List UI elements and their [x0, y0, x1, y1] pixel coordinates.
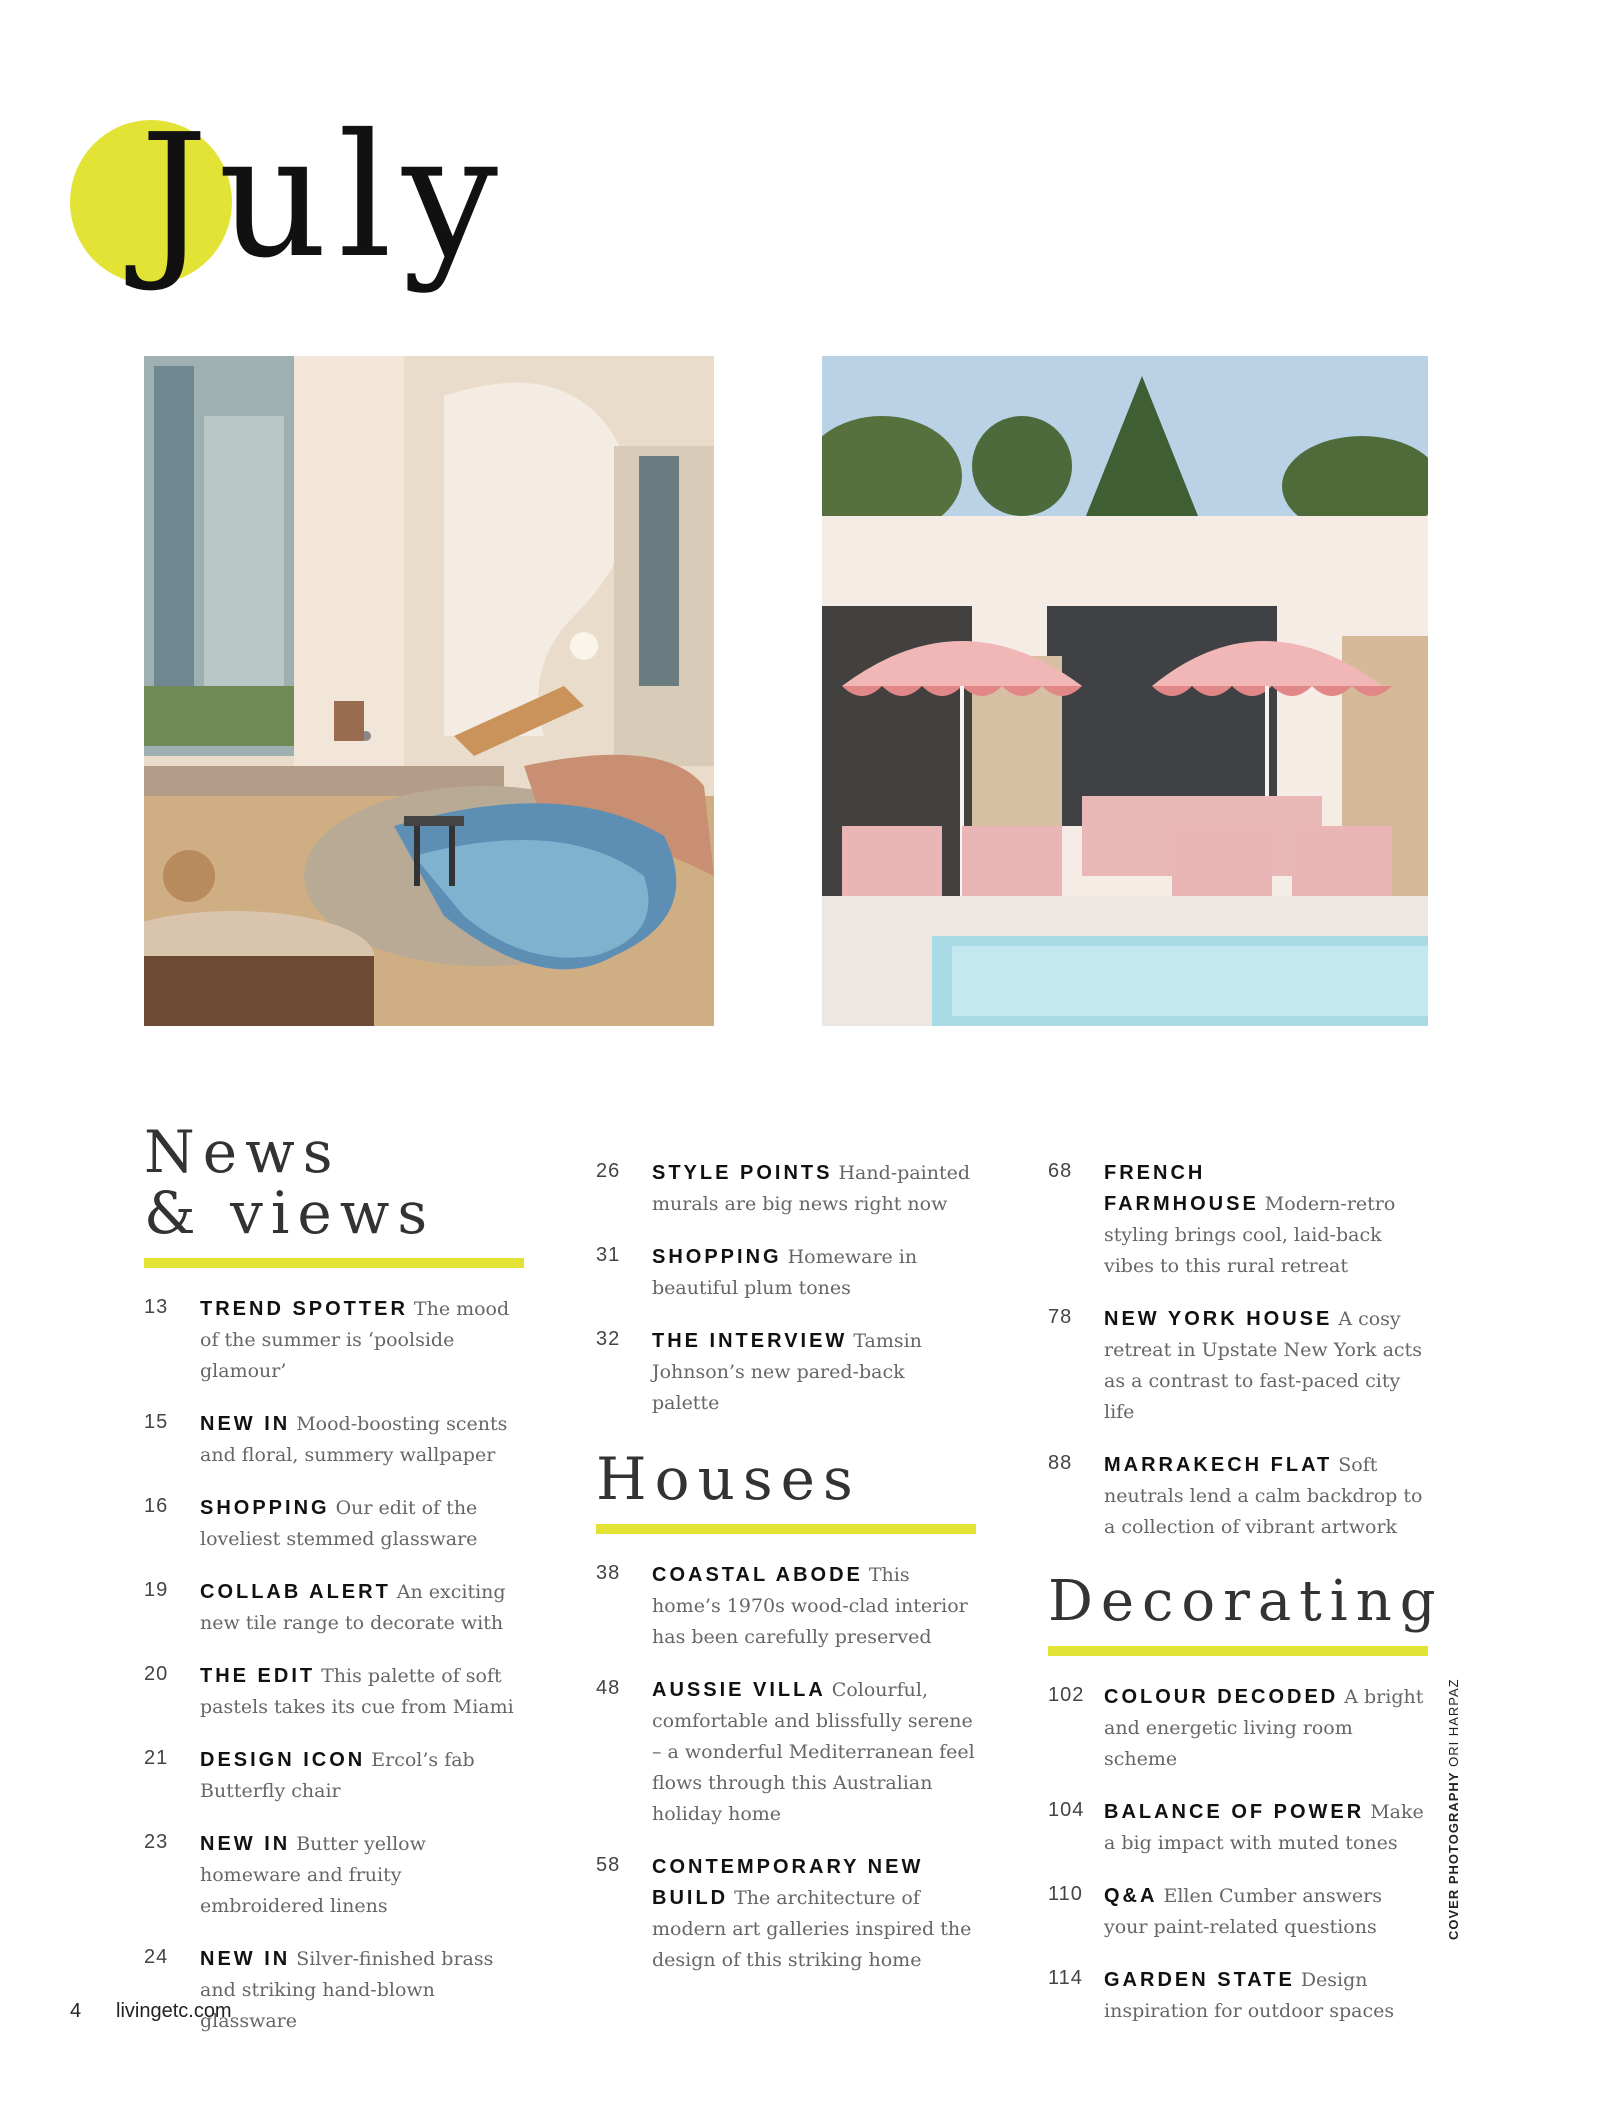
entry-description: This palette of soft pastels takes its cue from Miami	[200, 1664, 514, 1718]
interior-living-room-photo	[144, 356, 714, 1026]
entry-heading: DESIGN ICON	[200, 1748, 366, 1771]
section-rule	[144, 1258, 524, 1268]
entry-heading: COASTAL ABODE	[652, 1563, 863, 1586]
entry-description: Ellen Cumber answers your paint-related questions	[1104, 1884, 1382, 1938]
page-number: 48	[596, 1676, 621, 1699]
contents-entry[interactable]	[596, 1675, 976, 1830]
section-title-news-views	[144, 1118, 524, 1247]
entry-heading: TREND SPOTTER	[200, 1297, 408, 1320]
page-number: 19	[144, 1578, 169, 1601]
contents-entry[interactable]	[1048, 1304, 1428, 1428]
contents-entry[interactable]	[596, 1852, 976, 1976]
footer-website-link[interactable]: livingetc.com	[116, 2000, 232, 2022]
contents-entry[interactable]	[1048, 1450, 1428, 1543]
contents-entry[interactable]	[596, 1158, 976, 1220]
entry-heading: STYLE POINTS	[652, 1162, 833, 1184]
section-title-houses: Houses	[596, 1445, 861, 1513]
page-number: 114	[1048, 1966, 1083, 1989]
entry-description: This home’s 1970s wood-clad interior has been carefully preserved	[652, 1563, 968, 1648]
entry-heading: SHOPPING	[652, 1246, 782, 1268]
page-number: 26	[596, 1160, 621, 1182]
page-title: July	[140, 98, 509, 296]
contents-entry[interactable]	[1048, 1158, 1428, 1282]
entry-description: Tamsin Johnson’s new pared-back palette	[652, 1330, 922, 1414]
entry-description: Colourful, comfortable and blissfully serene – a wonderful Mediterranean feel flows through this Australian holiday home	[652, 1678, 975, 1825]
page-number: 78	[1048, 1306, 1073, 1328]
entry-heading: AUSSIE VILLA	[652, 1678, 826, 1701]
entry-heading: SHOPPING	[200, 1496, 330, 1519]
section-title-decorating: Decorating	[1048, 1569, 1444, 1634]
page-number: 104	[1048, 1798, 1085, 1821]
entry-heading: NEW IN	[200, 1412, 291, 1435]
page-number: 23	[144, 1830, 169, 1853]
entry-description: A cosy retreat in Upstate New York acts as a contrast to fast-paced city life	[1104, 1308, 1422, 1423]
contents-entry[interactable]	[596, 1326, 976, 1419]
section-rule	[596, 1524, 976, 1534]
credit-name: ORI HARPAZ	[1446, 1678, 1461, 1767]
entry-description: Ercol’s fab Butterfly chair	[200, 1748, 475, 1802]
column-houses	[596, 1158, 976, 1998]
contents-entry[interactable]	[144, 1577, 524, 1639]
contents-entry[interactable]	[144, 1745, 524, 1807]
entry-description: Design inspiration for outdoor spaces	[1104, 1968, 1395, 2022]
contents-entry[interactable]	[144, 1493, 524, 1555]
entry-heading: NEW IN	[200, 1947, 291, 1970]
contents-entry[interactable]	[596, 1560, 976, 1653]
contents-entry[interactable]	[1048, 1682, 1428, 1775]
page-number: 24	[144, 1945, 169, 1968]
column-decorating	[1048, 1158, 1444, 2049]
entry-heading: Q&A	[1104, 1884, 1158, 1907]
entry-description: Hand-painted murals are big news right now	[652, 1162, 971, 1215]
entry-description: Modern-retro styling brings cool, laid-back vibes to this rural retreat	[1104, 1193, 1396, 1277]
entry-heading: COLOUR DECODED	[1104, 1685, 1339, 1708]
page-number: 31	[596, 1244, 621, 1266]
page-number: 38	[596, 1561, 621, 1584]
section-rule	[1048, 1646, 1428, 1656]
contents-entry[interactable]	[1048, 1965, 1428, 2027]
page-number: 20	[144, 1662, 169, 1685]
entry-description: An exciting new tile range to decorate with	[200, 1580, 506, 1634]
entry-heading: BALANCE OF POWER	[1104, 1800, 1365, 1823]
contents-entry[interactable]	[144, 1409, 524, 1471]
page-number: 68	[1048, 1160, 1073, 1182]
entry-description: Our edit of the loveliest stemmed glassware	[200, 1496, 478, 1550]
contents-entry[interactable]	[144, 1294, 524, 1387]
entry-description: A bright and energetic living room scheme	[1104, 1685, 1424, 1770]
page-number: 110	[1048, 1882, 1083, 1905]
page-number: 13	[144, 1295, 169, 1318]
entry-heading: COLLAB ALERT	[200, 1580, 391, 1603]
entry-description: Homeware in beautiful plum tones	[652, 1246, 918, 1299]
pink-umbrella-poolside-photo	[822, 356, 1428, 1026]
entry-description: Butter yellow homeware and fruity embroidered linens	[200, 1832, 426, 1917]
page-number: 102	[1048, 1683, 1085, 1706]
section-title-line2: & views	[144, 1178, 436, 1247]
entry-description: Soft neutrals lend a calm backdrop to a collection of vibrant artwork	[1104, 1454, 1423, 1538]
entry-description: Silver-finished brass and striking hand-blown glassware	[200, 1947, 494, 2032]
photo-credit	[1446, 1678, 1461, 1940]
page-number: 15	[144, 1410, 169, 1433]
entry-heading: THE EDIT	[200, 1664, 316, 1687]
entry-heading: FRENCH FARMHOUSE	[1104, 1162, 1259, 1215]
section-title-line1: News	[144, 1118, 341, 1186]
entry-description: Make a big impact with muted tones	[1104, 1800, 1424, 1854]
page-number: 32	[596, 1328, 621, 1350]
entry-heading: THE INTERVIEW	[652, 1330, 848, 1352]
page-number: 88	[1048, 1452, 1073, 1474]
credit-label: COVER PHOTOGRAPHY	[1446, 1771, 1461, 1940]
entry-heading: GARDEN STATE	[1104, 1968, 1295, 1991]
page-number: 21	[144, 1746, 169, 1769]
entry-heading: NEW IN	[200, 1832, 291, 1855]
entry-description: The architecture of modern art galleries inspired the design of this striking home	[652, 1886, 972, 1971]
contents-entry[interactable]	[144, 1829, 524, 1922]
page-number: 16	[144, 1494, 169, 1517]
contents-entry[interactable]	[1048, 1881, 1428, 1943]
contents-entry[interactable]	[596, 1242, 976, 1304]
entry-heading: MARRAKECH FLAT	[1104, 1454, 1333, 1476]
contents-entry[interactable]	[144, 1661, 524, 1723]
entry-heading: NEW YORK HOUSE	[1104, 1308, 1333, 1330]
contents-entry[interactable]	[1048, 1797, 1428, 1859]
folio-page-number: 4	[70, 2000, 82, 2022]
page-number: 58	[596, 1853, 621, 1876]
column-news-views	[144, 1118, 524, 2059]
entry-description: Mood-boosting scents and floral, summery wallpaper	[200, 1412, 508, 1466]
entry-description: The mood of the summer is ‘poolside glamour’	[200, 1297, 510, 1382]
entry-heading: CONTEMPORARY NEW BUILD	[652, 1855, 924, 1909]
